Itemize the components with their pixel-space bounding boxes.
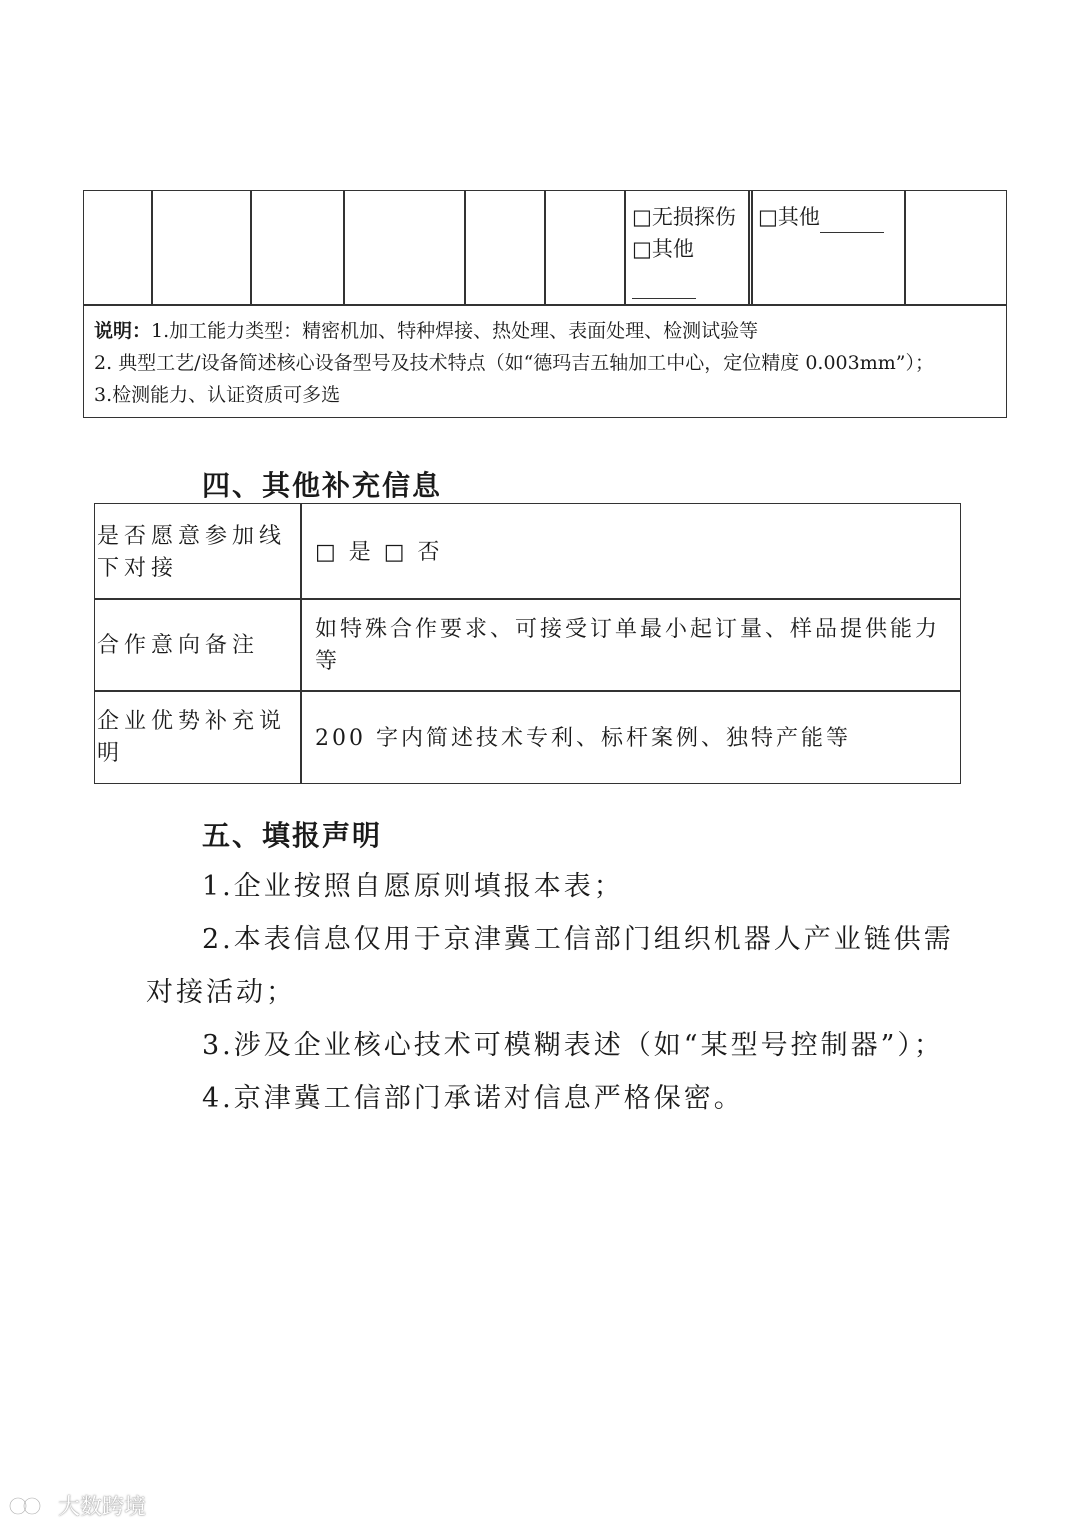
- watermark-logo-icon: [8, 1495, 52, 1517]
- cert-option-other[interactable]: □其他: [758, 201, 884, 233]
- cooperation-remark-value[interactable]: 如特殊合作要求、可接受订单最小起订量、样品提供能力等: [315, 617, 941, 674]
- offline-meeting-options[interactable]: □ 是 □ 否: [315, 540, 443, 565]
- inspection-option-ndt[interactable]: □无损探伤: [632, 205, 736, 229]
- supplementary-info-table: [94, 503, 961, 784]
- row-divider: [84, 304, 1006, 306]
- column-divider: [624, 191, 626, 304]
- note-line-1: 说明：1.加工能力类型：精密机加、特种焊接、热处理、表面处理、检测试验等: [94, 320, 759, 342]
- section-4-title: 四、其他补充信息: [202, 469, 443, 502]
- inspection-option-other[interactable]: □其他: [632, 237, 694, 261]
- watermark: [8, 1490, 146, 1521]
- declaration-item-3: 3.涉及企业核心技术可模糊表述（如“某型号控制器”）；: [202, 1030, 944, 1061]
- column-divider: [151, 191, 153, 304]
- declaration-item-2-cont: 对接活动；: [146, 977, 296, 1008]
- column-divider: [544, 191, 546, 304]
- column-divider: [250, 191, 252, 304]
- column-divider: [300, 504, 302, 783]
- note-lead: 说明：: [94, 320, 152, 342]
- declaration-item-4: 4.京津冀工信部门承诺对信息严格保密。: [202, 1083, 744, 1114]
- watermark-text: 大数跨境: [58, 1495, 147, 1520]
- inspection-other-blank[interactable]: [632, 267, 696, 299]
- note-line-2: 2. 典型工艺/设备简述核心设备型号及技术特点（如“德玛吉五轴加工中心，定位精度 0.003mm”）；: [94, 352, 934, 374]
- declaration-item-1: 1.企业按照自愿原则填报本表；: [202, 871, 624, 902]
- column-divider: [343, 191, 345, 304]
- column-divider: [751, 191, 753, 304]
- row-divider: [95, 690, 960, 692]
- column-divider: [904, 191, 906, 304]
- advantage-value[interactable]: 200 字内简述技术专利、标杆案例、独特产能等: [315, 726, 851, 751]
- note-line-3: 3.检测能力、认证资质可多选: [94, 384, 341, 406]
- capability-table: [83, 190, 1007, 418]
- column-divider: [464, 191, 466, 304]
- declaration-item-2: 2.本表信息仅用于京津冀工信部门组织机器人产业链供需: [202, 924, 954, 955]
- row-divider: [95, 598, 960, 600]
- cooperation-remark-label: 合作意向备注: [97, 633, 260, 658]
- advantage-label: 企业优势补充说明: [97, 709, 287, 766]
- section-5-title: 五、填报声明: [202, 819, 383, 852]
- column-divider: [748, 191, 750, 304]
- offline-meeting-label: 是否愿意参加线下对接: [97, 524, 287, 581]
